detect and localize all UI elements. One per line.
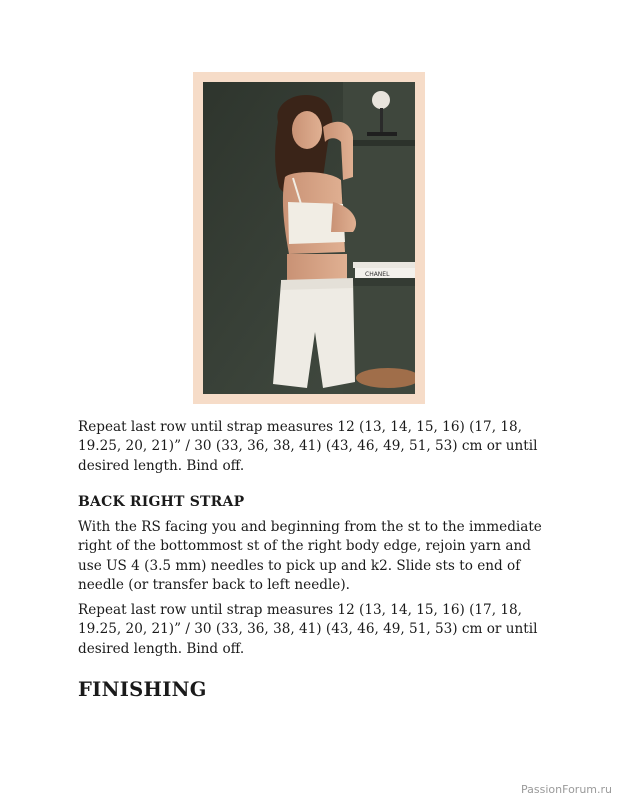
paragraph-strap-length-1: Repeat last row until strap measures 12 (13, 14, 15, 16) (17, 18, 19.25, 20, 21)” / 30 (33, 36, 38, 41) (43, 46, 49, 51, 53) cm or until desired length. Bind off. xyxy=(78,419,538,474)
paragraph-strap-length-2: Repeat last row until strap measures 12 (13, 14, 15, 16) (17, 18, 19.25, 20, 21)” / 30 (33, 36, 38, 41) (43, 46, 49, 51, 53) cm or until desired length. Bind off. xyxy=(78,602,538,657)
paragraph-rejoin-yarn: With the RS facing you and beginning from the st to the immediate right of the bottommost st of the right body edge, rejoin yarn and use US 4 (3.5 mm) needles to pick up and k2. Slide sts to end of needle (or transfer back to left needle). xyxy=(78,519,542,594)
model-photo-illustration xyxy=(203,82,415,394)
model-photo xyxy=(203,82,415,394)
heading-back-right-strap: BACK RIGHT STRAP xyxy=(78,494,245,510)
book-spine-text: CHANEL xyxy=(365,271,390,278)
watermark: PassionForum.ru xyxy=(521,783,612,796)
photo-frame xyxy=(193,72,425,404)
heading-finishing: FINISHING xyxy=(78,678,207,701)
